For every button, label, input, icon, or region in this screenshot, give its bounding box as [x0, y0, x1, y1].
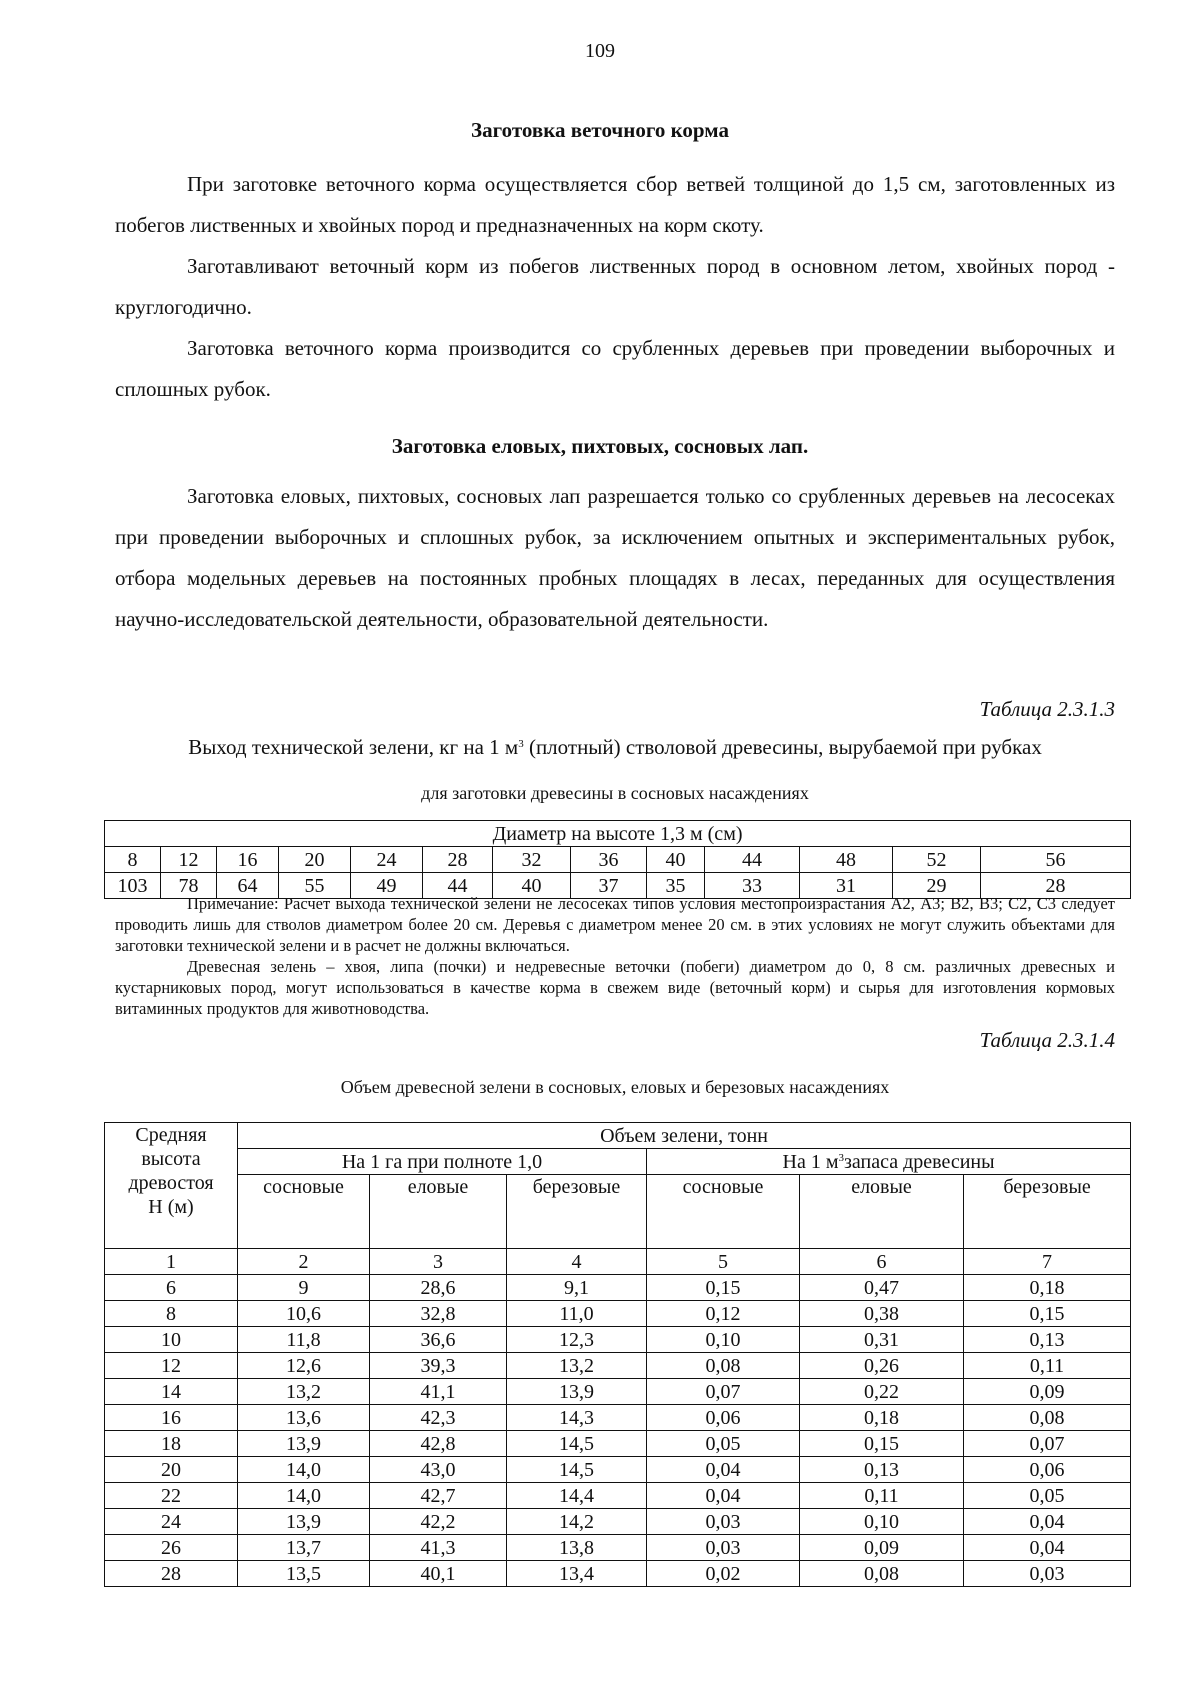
volume-cell: 0,26: [800, 1353, 964, 1379]
volume-cell: 13,8: [507, 1535, 647, 1561]
diameter-cell: 52: [893, 847, 981, 873]
column-number-cell: 6: [800, 1249, 964, 1275]
table-label: Таблица 2.3.1.4: [979, 1028, 1115, 1052]
volume-cell: 11,0: [507, 1301, 647, 1327]
height-cell: 8: [105, 1301, 238, 1327]
header-superscript: 3: [838, 1151, 844, 1164]
volume-cell: 13,7: [238, 1535, 370, 1561]
volume-cell: 13,9: [238, 1431, 370, 1457]
species-header: сосновые: [647, 1175, 800, 1249]
height-column-header: [105, 1123, 238, 1249]
height-cell: 24: [105, 1509, 238, 1535]
yield-cell: 37: [571, 873, 647, 899]
yield-cell: 35: [647, 873, 705, 899]
yield-cell: 33: [705, 873, 800, 899]
column-number-cell: 7: [964, 1249, 1131, 1275]
diameter-row: [105, 847, 1131, 873]
volume-cell: 41,1: [370, 1379, 507, 1405]
column-number-cell: 5: [647, 1249, 800, 1275]
volume-cell: 43,0: [370, 1457, 507, 1483]
volume-cell: 0,09: [964, 1379, 1131, 1405]
volume-cell: 14,2: [507, 1509, 647, 1535]
volume-cell: 13,4: [507, 1561, 647, 1587]
paragraph: Заготовка веточного корма производится со срубленных деревьев при проведении выборочных и сплошных рубок.: [115, 336, 1115, 401]
table-header-cell: Диаметр на высоте 1,3 м (см): [105, 821, 1131, 847]
table-label: Таблица 2.3.1.3: [979, 697, 1115, 721]
volume-cell: 0,11: [964, 1353, 1131, 1379]
table-row: [105, 1275, 1131, 1301]
table-row: [105, 1431, 1131, 1457]
volume-cell: 0,22: [800, 1379, 964, 1405]
volume-cell: 0,05: [647, 1431, 800, 1457]
table-subheader-row: [105, 1149, 1131, 1175]
header-text: На 1 м: [782, 1150, 839, 1173]
green-volume-table: [104, 1122, 1131, 1587]
diameter-cell: 40: [647, 847, 705, 873]
height-cell: 26: [105, 1535, 238, 1561]
volume-cell: 9,1: [507, 1275, 647, 1301]
volume-cell: 13,2: [238, 1379, 370, 1405]
volume-cell: 28,6: [370, 1275, 507, 1301]
header-line: Средняя: [135, 1124, 207, 1146]
caption-superscript: 3: [518, 738, 524, 750]
volume-cell: 0,08: [800, 1561, 964, 1587]
diameter-cell: 32: [493, 847, 571, 873]
volume-cell: 0,07: [964, 1431, 1131, 1457]
yield-cell: 78: [161, 873, 217, 899]
section-heading-branch-feed: Заготовка веточного корма: [471, 118, 729, 142]
paragraph: Заготовка еловых, пихтовых, сосновых лап разрешается только со срубленных деревьев на лесосеках при проведении выборочных и сплошных рубок, за исключением опытных и экспериментальных рубок, отбора модельных деревьев на постоянных пробных площадях в лесах, переданных для осуществления научно-исследовательской деятельности, образовательной деятельности.: [115, 484, 1115, 631]
yield-cell: 31: [800, 873, 893, 899]
volume-cell: 0,15: [647, 1275, 800, 1301]
table-row: [105, 1301, 1131, 1327]
volume-cell: 0,31: [800, 1327, 964, 1353]
column-number-cell: 4: [507, 1249, 647, 1275]
column-number-cell: 3: [370, 1249, 507, 1275]
table-row: [105, 1457, 1131, 1483]
column-number-cell: 1: [105, 1249, 238, 1275]
volume-cell: 14,5: [507, 1431, 647, 1457]
height-cell: 18: [105, 1431, 238, 1457]
diameter-cell: 36: [571, 847, 647, 873]
volume-cell: 0,38: [800, 1301, 964, 1327]
diameter-cell: 48: [800, 847, 893, 873]
volume-cell: 41,3: [370, 1535, 507, 1561]
volume-cell: 13,2: [507, 1353, 647, 1379]
volume-cell: 0,02: [647, 1561, 800, 1587]
volume-cell: 0,12: [647, 1301, 800, 1327]
volume-cell: 9: [238, 1275, 370, 1301]
table-row: [105, 1405, 1131, 1431]
volume-cell: 0,47: [800, 1275, 964, 1301]
volume-cell: 13,6: [238, 1405, 370, 1431]
table-caption: Объем древесной зелени в сосновых, еловых и березовых насаждениях: [340, 1077, 890, 1097]
yield-cell: 28: [981, 873, 1131, 899]
volume-cell: 14,5: [507, 1457, 647, 1483]
volume-cell: 0,10: [800, 1509, 964, 1535]
height-cell: 10: [105, 1327, 238, 1353]
volume-cell: 0,07: [647, 1379, 800, 1405]
group-header: Объем зелени, тонн: [238, 1123, 1131, 1149]
volume-cell: 0,06: [647, 1405, 800, 1431]
volume-cell: 0,06: [964, 1457, 1131, 1483]
caption-text: (плотный) стволовой древесины, вырубаемой при рубках: [523, 735, 1042, 759]
yield-cell: 40: [493, 873, 571, 899]
volume-cell: 13,5: [238, 1561, 370, 1587]
volume-cell: 0,04: [964, 1509, 1131, 1535]
header-line: древостоя: [128, 1172, 214, 1194]
volume-cell: 0,03: [964, 1561, 1131, 1587]
table-row: [105, 1561, 1131, 1587]
volume-cell: 0,18: [964, 1275, 1131, 1301]
volume-cell: 0,15: [800, 1431, 964, 1457]
species-header: еловые: [800, 1175, 964, 1249]
volume-cell: 10,6: [238, 1301, 370, 1327]
volume-cell: 0,11: [800, 1483, 964, 1509]
height-cell: 12: [105, 1353, 238, 1379]
species-header: березовые: [507, 1175, 647, 1249]
section-heading-paws: Заготовка еловых, пихтовых, сосновых лап.: [391, 434, 809, 458]
table-note: Примечание: Расчет выхода технической зелени не лесосеках типов условия местопроизрастания А2, А3; В2, В3; С2, С3 следует проводить лишь для стволов диаметром более 20 см. Деревья с диаметром менее 20 см. в этих условиях не могут служить объектами для заготовки технической зелени и в расчет не должны включаться.: [115, 894, 1115, 955]
volume-cell: 14,4: [507, 1483, 647, 1509]
header-line: Н (м): [148, 1196, 194, 1218]
volume-cell: 0,08: [647, 1353, 800, 1379]
volume-cell: 0,03: [647, 1509, 800, 1535]
header-line: высота: [141, 1148, 201, 1170]
green-yield-table: [104, 820, 1131, 899]
species-header: сосновые: [238, 1175, 370, 1249]
height-cell: 6: [105, 1275, 238, 1301]
volume-cell: 14,0: [238, 1483, 370, 1509]
yield-cell: 29: [893, 873, 981, 899]
table-caption: [100, 735, 1130, 760]
species-header-row: [105, 1175, 1131, 1249]
table-caption-line2: для заготовки древесины в сосновых насаждениях: [421, 783, 809, 803]
volume-cell: 0,10: [647, 1327, 800, 1353]
yield-cell: 103: [105, 873, 161, 899]
volume-cell: 0,04: [964, 1535, 1131, 1561]
column-number-row: [105, 1249, 1131, 1275]
volume-cell: 0,04: [647, 1457, 800, 1483]
diameter-cell: 24: [351, 847, 423, 873]
species-header: березовые: [964, 1175, 1131, 1249]
volume-cell: 14,3: [507, 1405, 647, 1431]
per-hectare-header: На 1 га при полноте 1,0: [238, 1149, 647, 1175]
table-note: Древесная зелень – хвоя, липа (почки) и недревесные веточки (побеги) диаметром до 0, 8 см. различных древесных и кустарниковых пород, могут использоваться в качестве корма в свежем виде (веточный корм) и сырья для изготовления кормовых витаминных продуктов для животноводства.: [115, 957, 1115, 1018]
volume-cell: 13,9: [238, 1509, 370, 1535]
volume-cell: 0,03: [647, 1535, 800, 1561]
table-row: [105, 1483, 1131, 1509]
volume-cell: 32,8: [370, 1301, 507, 1327]
yield-cell: 55: [279, 873, 351, 899]
volume-cell: 42,2: [370, 1509, 507, 1535]
header-text: запаса древесины: [843, 1150, 995, 1173]
volume-cell: 42,3: [370, 1405, 507, 1431]
volume-cell: 12,3: [507, 1327, 647, 1353]
volume-cell: 0,04: [647, 1483, 800, 1509]
per-cubic-meter-header: [647, 1149, 1131, 1175]
volume-cell: 0,15: [964, 1301, 1131, 1327]
table-row: [105, 1379, 1131, 1405]
volume-cell: 0,18: [800, 1405, 964, 1431]
diameter-cell: 44: [705, 847, 800, 873]
yield-cell: 44: [423, 873, 493, 899]
caption-text: Выход технической зелени, кг на 1 м: [188, 735, 519, 759]
table-header-row: [105, 821, 1131, 847]
height-cell: 22: [105, 1483, 238, 1509]
yield-cell: 49: [351, 873, 423, 899]
height-cell: 28: [105, 1561, 238, 1587]
paragraph: При заготовке веточного корма осуществляется сбор ветвей толщиной до 1,5 см, заготовленных из побегов лиственных и хвойных пород и предназначенных на корм скоту.: [115, 172, 1115, 237]
height-cell: 16: [105, 1405, 238, 1431]
volume-cell: 0,08: [964, 1405, 1131, 1431]
volume-cell: 39,3: [370, 1353, 507, 1379]
volume-cell: 14,0: [238, 1457, 370, 1483]
table-row: [105, 1509, 1131, 1535]
height-cell: 20: [105, 1457, 238, 1483]
species-header: еловые: [370, 1175, 507, 1249]
diameter-cell: 12: [161, 847, 217, 873]
table-header-row: [105, 1123, 1131, 1149]
paragraph: Заготавливают веточный корм из побегов лиственных пород в основном летом, хвойных пород - круглогодично.: [115, 254, 1115, 319]
volume-cell: 12,6: [238, 1353, 370, 1379]
table-row: [105, 1327, 1131, 1353]
volume-cell: 13,9: [507, 1379, 647, 1405]
diameter-cell: 56: [981, 847, 1131, 873]
diameter-cell: 16: [217, 847, 279, 873]
volume-cell: 11,8: [238, 1327, 370, 1353]
table-row: [105, 1535, 1131, 1561]
height-cell: 14: [105, 1379, 238, 1405]
yield-cell: 64: [217, 873, 279, 899]
volume-cell: 42,7: [370, 1483, 507, 1509]
diameter-cell: 28: [423, 847, 493, 873]
volume-cell: 0,05: [964, 1483, 1131, 1509]
volume-cell: 0,13: [964, 1327, 1131, 1353]
volume-cell: 0,13: [800, 1457, 964, 1483]
column-number-cell: 2: [238, 1249, 370, 1275]
diameter-cell: 8: [105, 847, 161, 873]
volume-cell: 40,1: [370, 1561, 507, 1587]
volume-cell: 42,8: [370, 1431, 507, 1457]
table-row: [105, 1353, 1131, 1379]
volume-cell: 36,6: [370, 1327, 507, 1353]
page-number: 109: [585, 40, 615, 62]
volume-cell: 0,09: [800, 1535, 964, 1561]
diameter-cell: 20: [279, 847, 351, 873]
